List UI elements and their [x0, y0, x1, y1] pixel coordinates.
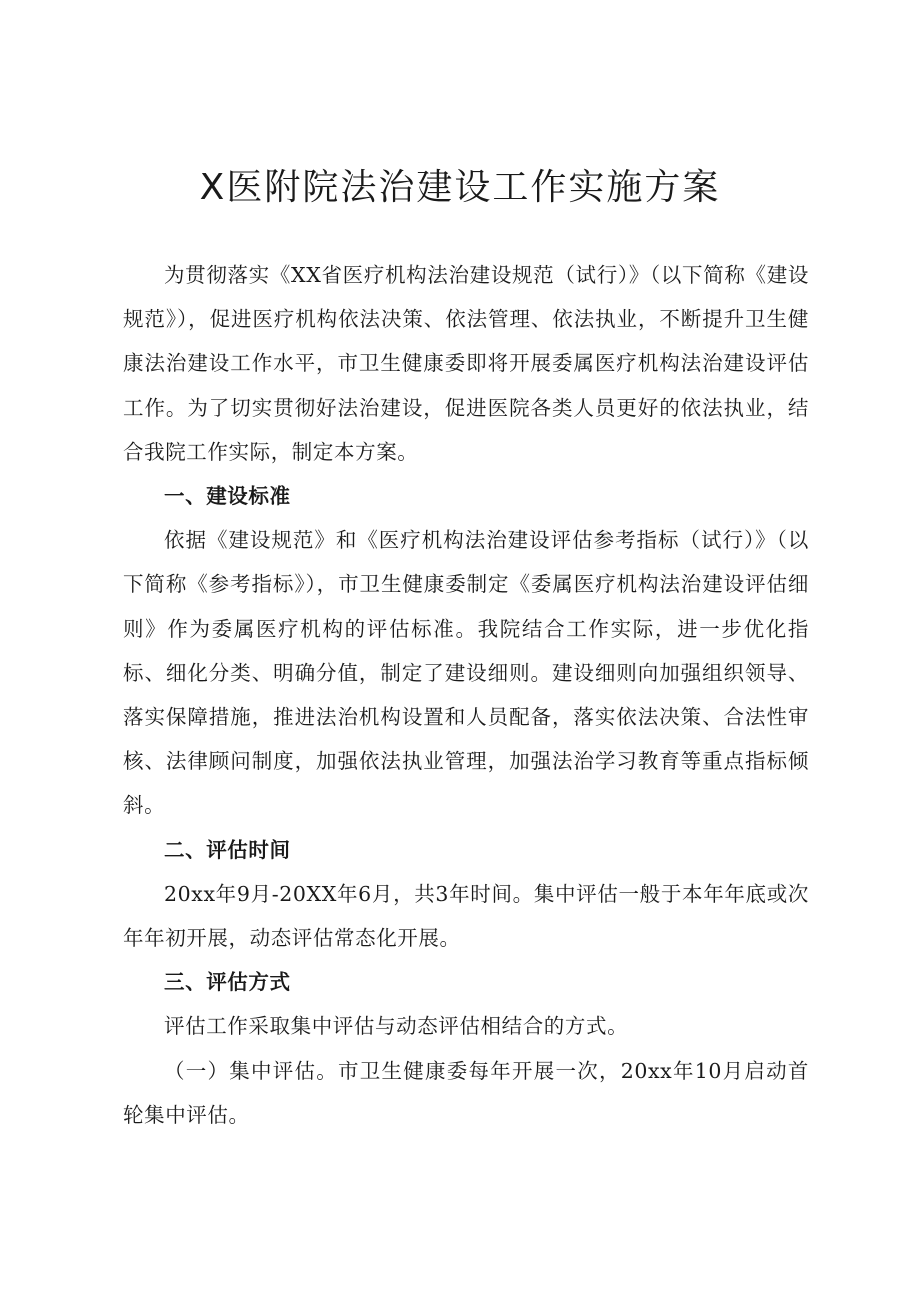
section-heading-timeline: 二、评估时间	[164, 837, 291, 862]
section-paragraph-method: 评估工作采取集中评估与动态评估相结合的方式。	[164, 1014, 629, 1039]
document-title: X医附院法治建设工作实施方案	[199, 167, 721, 208]
section-heading-method: 三、评估方式	[164, 970, 291, 995]
subsection-paragraph-centralized: （一）集中评估。市卫生健康委每年开展一次，20xx年10月启动首轮集中评估。	[123, 1058, 809, 1127]
section-heading-standards: 一、建设标准	[164, 484, 291, 509]
intro-paragraph: 为贯彻落实《XX省医疗机构法治建设规范（试行）》（以下简称《建设规范》），促进医疗机构依法决策、依法管理、依法执业，不断提升卫生健康法治建设工作水平，市卫生健康委即将开展委属医疗机构法治建设评估工作。为了切实贯彻好法治建设，促进医院各类人员更好的依法执业，结合我院工作实际，制定本方案。	[123, 263, 809, 464]
section-paragraph-timeline: 20xx年9月-20XX年6月，共3年时间。集中评估一般于本年年底或次年年初开展，动态评估常态化开展。	[123, 881, 809, 951]
section-paragraph-standards: 依据《建设规范》和《医疗机构法治建设评估参考指标（试行）》（以下简称《参考指标》），市卫生健康委制定《委属医疗机构法治建设评估细则》作为委属医疗机构的评估标准。我院结合工作实际，进一步优化指标、细化分类、明确分值，制定了建设细则。建设细则向加强组织领导、落实保障措施，推进法治机构设置和人员配备，落实依法决策、合法性审核、法律顾问制度，加强依法执业管理，加强法治学习教育等重点指标倾斜。	[123, 528, 809, 818]
document-body	[123, 253, 809, 1137]
